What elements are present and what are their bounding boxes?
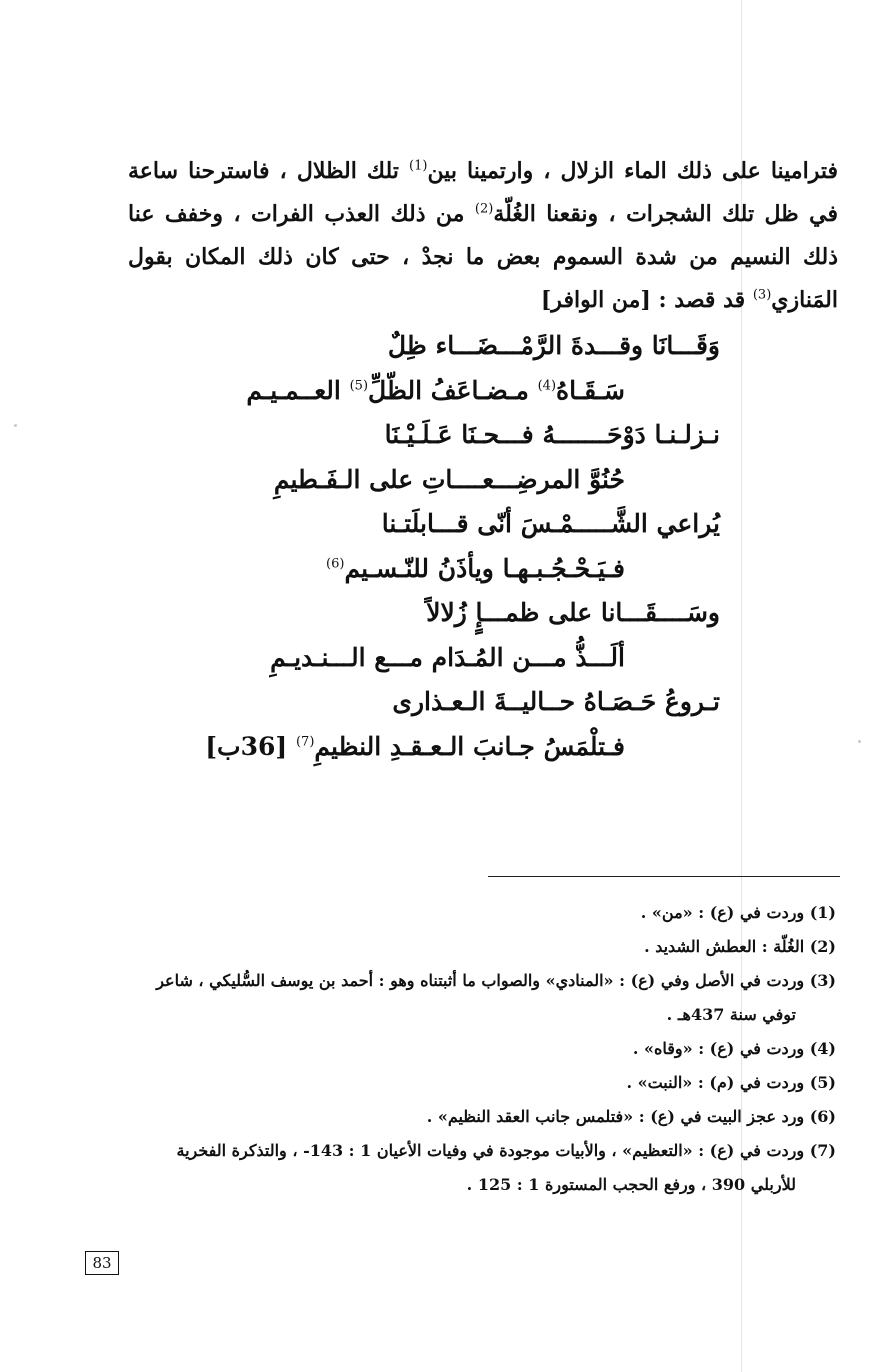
paragraph-part-4: قد قصد : [من الوافر] — [540, 287, 746, 313]
poem-line-5 — [240, 502, 720, 547]
poem-line-4 — [240, 458, 720, 503]
poem-text: مـضـاعَفُ الظّلِّ — [368, 375, 529, 405]
scan-speck — [858, 740, 861, 743]
footnote-ref-4: (4) — [537, 378, 557, 394]
main-paragraph — [128, 150, 838, 322]
poem-text: فـتلْمَسُ جـانبَ الـعـقـدِ النظيمِ — [314, 731, 625, 761]
poem-line-10 — [205, 725, 720, 770]
poem-text: سَـقَـاهُ — [556, 375, 625, 405]
poem-text: وسَــــقَـــانا على ظمـــإٍ زُلالاً — [426, 598, 720, 627]
poem-line-9 — [240, 680, 720, 725]
poem-line-2 — [240, 369, 720, 414]
poem-text: فـيَـحْـجُـبـهـا ويأذَنُ للنّـسـيم — [344, 553, 625, 583]
scan-speck — [14, 424, 17, 427]
footnote-7-continued: للأربلي 390 ، ورفع الحجب المستورة 1 : 125 . — [466, 1175, 796, 1194]
poem-line-1 — [240, 324, 720, 369]
footnote-3-continued: توفي سنة 437هـ . — [666, 1005, 796, 1024]
paragraph-part-2: تلك الظلال ، فاسترحنا ساعة في ظل تلك الشجرات ، ونقعنا الغُلّة — [128, 158, 838, 227]
footnote-ref-3: (3) — [752, 287, 772, 303]
footnote-2: (2) الغُلّة : العطش الشديد . — [644, 937, 836, 956]
poem-text: يُراعي الشَّـــــمْـسَ أنّى قـــابلَتـنا — [381, 509, 720, 538]
footnote-ref-1: (1) — [409, 158, 428, 174]
footnote-ref-6: (6) — [326, 556, 345, 572]
poem-line-7 — [240, 591, 720, 636]
footnote-5: (5) وردت في (م) : «النبت» . — [626, 1073, 836, 1092]
folio-marker: [36ب] — [205, 731, 288, 761]
page-number: 83 — [85, 1251, 119, 1275]
poem-text: تـروعُ حَـصَـاهُ حــاليــةَ الـعـذارى — [392, 687, 720, 716]
footnote-3: (3) وردت في الأصل وفي (ع) : «المنادي» والصواب ما أثبتناه وهو : أحمد بن يوسف السُّليكي ، شاعر — [156, 971, 836, 990]
poem-text: نـزلـنـا دَوْحَـــــــهُ فـــحـنَا عَـلَـيْـنَا — [384, 420, 720, 449]
poem-text: ألَـــذُّ مـــن المُـدَام مـــع الـــنـديـمِ — [270, 642, 625, 672]
poem-text: العــمـيـم — [246, 375, 341, 405]
footnote-1: (1) وردت في (ع) : «من» . — [640, 903, 836, 922]
footnotes — [136, 896, 836, 1202]
footnote-4: (4) وردت في (ع) : «وقاه» . — [632, 1039, 836, 1058]
poem-line-6 — [240, 547, 720, 592]
poem-text: حُنُوَّ المرضِـــعــــاتِ على الـفَـطيمِ — [273, 464, 625, 494]
paragraph-part-3: من ذلك العذب الفرات ، وخفف عنا ذلك النسيم من شدة السموم بعض ما نجدْ ، حتى كان ذلك المكان بقول المَنازي — [128, 201, 838, 313]
footnote-6: (6) ورد عجز البيت في (ع) : «فتلمس جانب العقد النظيم» . — [426, 1107, 836, 1126]
poem-text: وَقَـــانَا وقـــدةَ الرَّمْـــضَـــاء ظِلٌ — [387, 331, 720, 360]
footnote-7: (7) وردت في (ع) : «التعظيم» ، والأبيات موجودة في وفيات الأعيان 1 : 143- ، والتذكرة الفخرية — [176, 1141, 836, 1160]
poem-block — [205, 324, 720, 769]
footnote-separator — [488, 876, 840, 877]
footnote-ref-7: (7) — [295, 734, 315, 750]
footnote-ref-5: (5) — [349, 378, 369, 394]
paragraph-part-1: فترامينا على ذلك الماء الزلال ، وارتمينا بين — [427, 158, 838, 184]
poem-line-8 — [240, 636, 720, 681]
footnote-ref-2: (2) — [474, 201, 494, 217]
poem-line-3 — [240, 413, 720, 458]
